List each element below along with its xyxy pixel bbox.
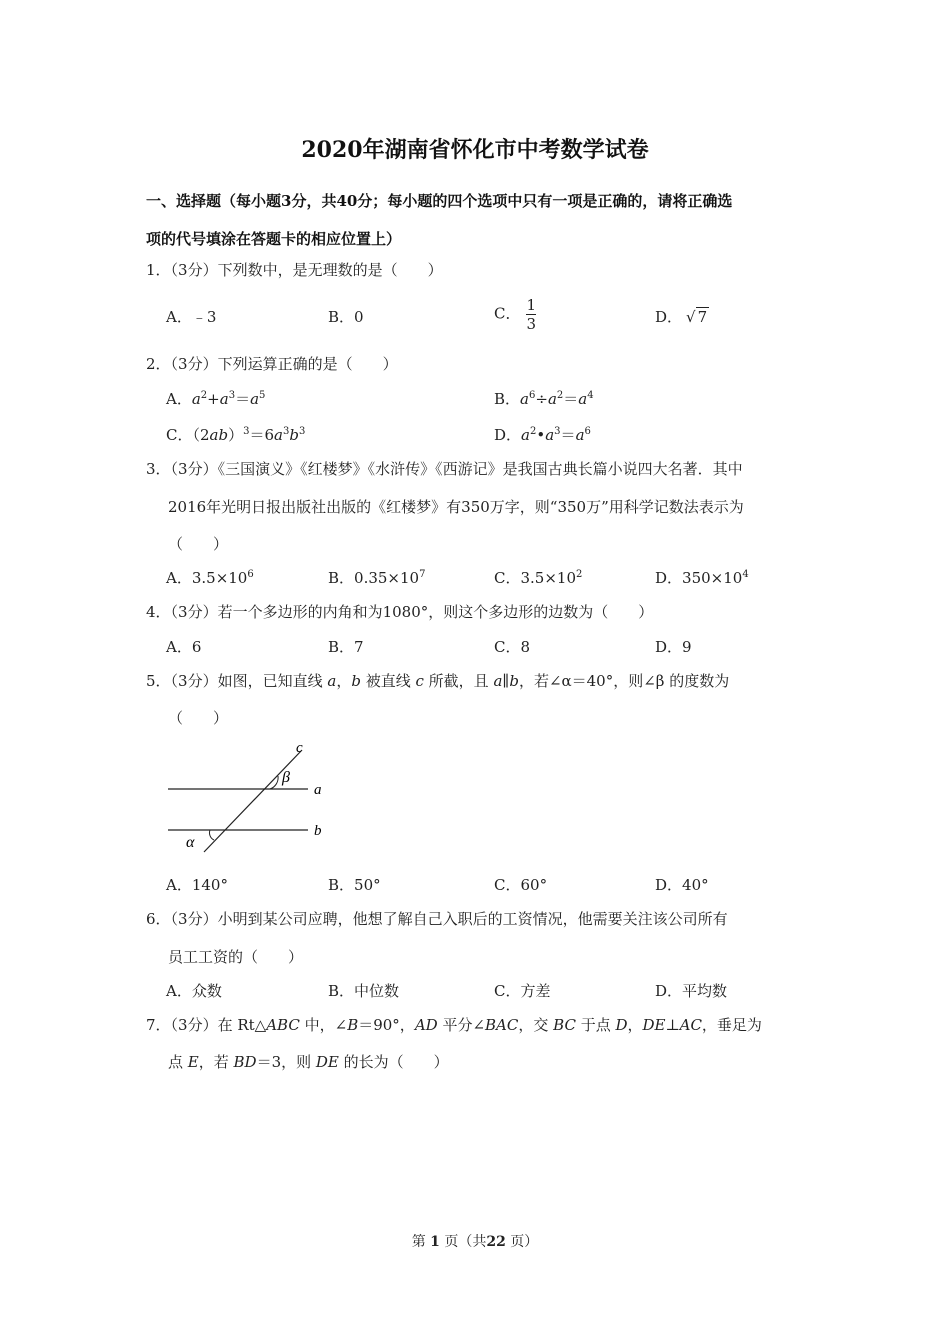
footer-page-number: 1 [430,1234,440,1250]
question-3-option-a: A．$3.5\times 10^6$ [166,569,254,587]
question-4-option-c: C．8 [494,638,531,656]
question-1-option-c [494,297,536,332]
footer-middle: 页（共 [444,1234,487,1250]
fraction [526,297,536,332]
question-1-option-b: B．0 [328,308,364,326]
question-7-line2: 点 E，若 BD＝3，则 DE 的长为（ ） [168,1053,449,1071]
question-6-line1: 6．（3分）小明到某公司应聘，他想了解自己入职后的工资情况，他需要关注该公司所有 [146,910,728,928]
question-5-line1: 5．（3分）如图，已知直线 a，b 被直线 c 所截，且 a∥b，若∠α＝40°，则∠β 的度数为 [146,672,730,690]
footer-suffix: 页） [510,1234,539,1250]
section-heading-line2: 项的代号填涂在答题卡的相应位置上） [146,230,402,248]
footer-total-pages: 22 [486,1234,506,1250]
question-2-option-a: A．$a^2+a^3=a^5$ [166,390,266,408]
line-c [204,750,302,852]
question-3-line2: 2016年光明日报出版社出版的《红楼梦》有350万字，则“350万”用科学记数法表示为 [168,498,744,516]
page-title: 2020年湖南省怀化市中考数学试卷 [301,137,649,163]
question-5-option-d: D．40° [655,876,709,894]
question-3-line3: （ ） [168,535,229,553]
question-2-option-d: D．$a^2•a^3=a^6$ [494,426,591,444]
question-5-option-c: C．60° [494,876,548,894]
option-label: D． [655,308,683,326]
question-4-option-a: A．6 [166,638,202,656]
question-3-option-c: C．$3.5\times 10^2$ [494,569,583,587]
question-6-option-d: D．平均数 [655,982,728,1000]
square-root: √ 7 [686,308,708,326]
denominator: 3 [526,315,537,333]
numerator: 1 [526,296,537,314]
question-1-option-a: A．﹣3 [166,308,217,326]
question-4-stem: 4．（3分）若一个多边形的内角和为1080°，则这个多边形的边数为（ ） [146,603,654,621]
angle-alpha-arc [209,830,214,840]
radicand: 7 [697,308,708,326]
question-3-line1: 3．（3分）《三国演义》《红楼梦》《水浒传》《西游记》是我国古典长篇小说四大名著．其中 [146,460,743,478]
question-2-option-b: B．$a^6\div a^2=a^4$ [494,390,594,408]
question-3-option-b: B．$0.35\times 10^7$ [328,569,426,587]
question-6-option-b: B．中位数 [328,982,400,1000]
question-4-option-d: D．9 [655,638,692,656]
question-4-option-b: B．7 [328,638,364,656]
question-5-line2: （ ） [168,709,229,727]
label-alpha: α [186,834,195,851]
question-1-stem: 1．（3分）下列数中，是无理数的是（ ） [146,261,443,279]
label-beta: β [282,769,290,786]
label-a: a [314,782,322,798]
option-label: C． [494,304,521,323]
question-5-option-b: B．50° [328,876,381,894]
label-b: b [314,823,322,839]
question-2-option-c: C．$(2ab)^3=6a^3b^3$ [166,426,306,444]
question-2-stem: 2．（3分）下列运算正确的是（ ） [146,355,398,373]
question-7-line1: 7．（3分）在 Rt△ABC 中，∠B＝90°，AD 平分∠BAC，交 BC 于点 D，DE⊥AC，垂足为 [146,1016,762,1034]
page-footer [0,1231,950,1251]
footer-prefix: 第 [411,1234,426,1250]
question-6-option-c: C．方差 [494,982,551,1000]
question-6-line2: 员工工资的（ ） [168,948,304,966]
label-c: c [296,740,303,756]
question-1-option-d [655,307,709,327]
question-3-option-d: D．$350\times 10^4$ [655,569,749,587]
question-5-option-a: A．140° [166,876,228,894]
parallel-lines-figure [166,738,336,858]
question-6-option-a: A．众数 [166,982,222,1000]
section-heading-line1: 一、选择题（每小题3分，共40分；每小题的四个选项中只有一项是正确的，请将正确选 [146,192,733,210]
